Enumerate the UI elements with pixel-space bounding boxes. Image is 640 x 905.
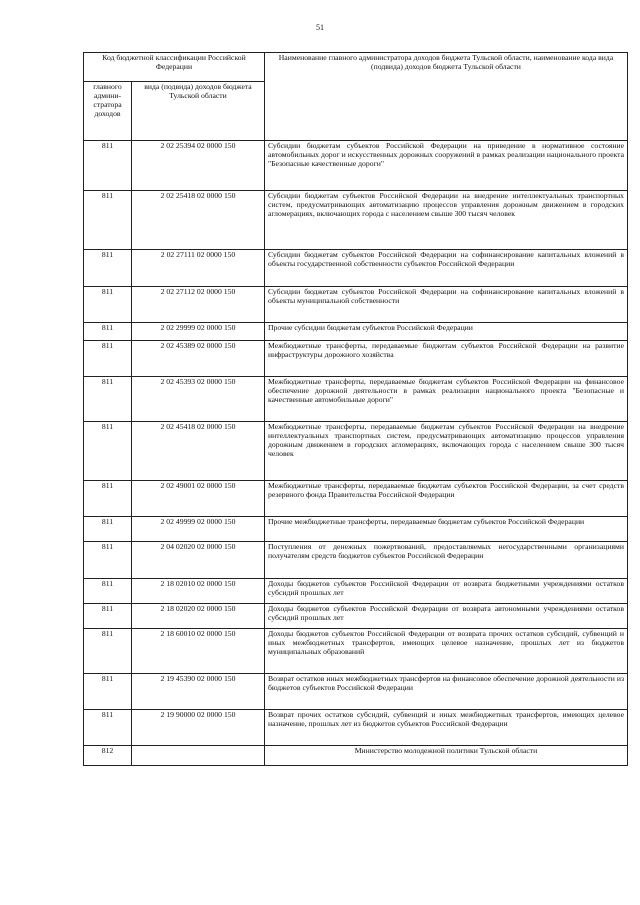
admin-code-cell: 811 bbox=[84, 323, 132, 341]
income-code-cell: 2 02 45418 02 0000 150 bbox=[132, 422, 265, 481]
admin-code-cell: 811 bbox=[84, 674, 132, 710]
table-row bbox=[84, 629, 628, 674]
income-code-cell: 2 02 45393 02 0000 150 bbox=[132, 377, 265, 422]
income-code-cell: 2 02 49001 02 0000 150 bbox=[132, 481, 265, 517]
admin-code-cell: 811 bbox=[84, 341, 132, 377]
income-name-cell: Межбюджетные трансферты, передаваемые бюджетам субъектов Российской Федерации на внедрение интеллектуальных транспортных систем, предусматривающих автоматизацию процессов управления дорожным движением в городских агломерациях, включающих города с населением свыше 300 тысяч человек bbox=[265, 422, 628, 481]
admin-code-cell: 811 bbox=[84, 250, 132, 287]
income-code-cell bbox=[132, 746, 265, 766]
header-income-column: вида (подвида) доходов бюджета Тульской области bbox=[132, 82, 265, 141]
budget-classification-table bbox=[83, 52, 628, 766]
admin-code-cell: 811 bbox=[84, 579, 132, 604]
income-name-cell: Прочие межбюджетные трансферты, передаваемые бюджетам субъектов Российской Федерации bbox=[265, 517, 628, 542]
income-name-cell: Доходы бюджетов субъектов Российской Федерации от возврата бюджетными учреждениями остатков субсидий прошлых лет bbox=[265, 579, 628, 604]
admin-code-cell: 811 bbox=[84, 542, 132, 579]
admin-code-cell: 811 bbox=[84, 377, 132, 422]
income-code-cell: 2 19 90000 02 0000 150 bbox=[132, 710, 265, 746]
table-row-ministry bbox=[84, 746, 628, 766]
table-row bbox=[84, 674, 628, 710]
income-code-cell: 2 02 25394 02 0000 150 bbox=[132, 141, 265, 191]
income-code-cell: 2 02 27111 02 0000 150 bbox=[132, 250, 265, 287]
income-code-cell: 2 04 02020 02 0000 150 bbox=[132, 542, 265, 579]
income-code-cell: 2 02 29999 02 0000 150 bbox=[132, 323, 265, 341]
table-row bbox=[84, 287, 628, 323]
income-code-cell: 2 02 27112 02 0000 150 bbox=[132, 287, 265, 323]
table-row bbox=[84, 191, 628, 250]
income-name-cell: Межбюджетные трансферты, передаваемые бюджетам субъектов Российской Федерации, за счет средств резервного фонда Правительства Российской Федерации bbox=[265, 481, 628, 517]
income-code-cell: 2 19 45390 02 0000 150 bbox=[132, 674, 265, 710]
page-number: 51 bbox=[316, 23, 324, 32]
income-name-cell: Межбюджетные трансферты, передаваемые бюджетам субъектов Российской Федерации на финансовое обеспечение дорожной деятельности в рамках реализации национального проекта "Безопасные и качественные автомобильные дороги" bbox=[265, 377, 628, 422]
admin-code-cell: 811 bbox=[84, 604, 132, 629]
table-row bbox=[84, 517, 628, 542]
admin-code-cell: 811 bbox=[84, 422, 132, 481]
income-name-cell: Субсидии бюджетам субъектов Российской Федерации на софинансирование капитальных вложений в объекты муниципальной собственности bbox=[265, 287, 628, 323]
ministry-name-cell: Министерство молодежной политики Тульской области bbox=[265, 746, 628, 766]
admin-code-cell: 811 bbox=[84, 629, 132, 674]
income-name-cell: Возврат остатков иных межбюджетных трансфертов на финансовое обеспечение дорожной деятельности из бюджетов субъектов Российской Федерации bbox=[265, 674, 628, 710]
income-code-cell: 2 18 02020 02 0000 150 bbox=[132, 604, 265, 629]
header-name-column: Наименование главного администратора доходов бюджета Тульской области, наименование кода вида (подвида) доходов бюджета Тульской области bbox=[265, 53, 628, 141]
income-name-cell: Субсидии бюджетам субъектов Российской Федерации на приведение в нормативное состояние автомобильных дорог и искусственных дорожных сооружений в рамках реализации национального проекта "Безопасные качественные дороги" bbox=[265, 141, 628, 191]
table-row bbox=[84, 542, 628, 579]
admin-code-cell: 811 bbox=[84, 191, 132, 250]
income-name-cell: Межбюджетные трансферты, передаваемые бюджетам субъектов Российской Федерации на развитие инфраструктуры дорожного хозяйства bbox=[265, 341, 628, 377]
income-code-cell: 2 18 02010 02 0000 150 bbox=[132, 579, 265, 604]
income-code-cell: 2 02 49999 02 0000 150 bbox=[132, 517, 265, 542]
admin-code-cell: 811 bbox=[84, 141, 132, 191]
table-row bbox=[84, 141, 628, 191]
table-row bbox=[84, 341, 628, 377]
header-code-group: Код бюджетной классификации Российской Федерации bbox=[84, 53, 265, 82]
table-row bbox=[84, 579, 628, 604]
income-name-cell: Поступления от денежных пожертвований, предоставляемых негосударственными организациями получателям средств бюджетов субъектов Российской Федерации bbox=[265, 542, 628, 579]
table-row bbox=[84, 323, 628, 341]
income-code-cell: 2 18 60010 02 0000 150 bbox=[132, 629, 265, 674]
table-body bbox=[84, 141, 628, 766]
table-row bbox=[84, 604, 628, 629]
table-row bbox=[84, 481, 628, 517]
header-admin-column: главного админи-стратора доходов bbox=[84, 82, 132, 141]
table-row bbox=[84, 710, 628, 746]
income-name-cell: Возврат прочих остатков субсидий, субвенций и иных межбюджетных трансфертов, имеющих целевое назначение, прошлых лет из бюджетов субъектов Российской Федерации bbox=[265, 710, 628, 746]
admin-code-cell: 811 bbox=[84, 710, 132, 746]
admin-code-cell: 811 bbox=[84, 517, 132, 542]
table-row bbox=[84, 422, 628, 481]
income-name-cell: Доходы бюджетов субъектов Российской Федерации от возврата автономными учреждениями остатков субсидий прошлых лет bbox=[265, 604, 628, 629]
admin-code-cell: 812 bbox=[84, 746, 132, 766]
table-row bbox=[84, 377, 628, 422]
admin-code-cell: 811 bbox=[84, 481, 132, 517]
admin-code-cell: 811 bbox=[84, 287, 132, 323]
income-name-cell: Прочие субсидии бюджетам субъектов Российской Федерации bbox=[265, 323, 628, 341]
table-row bbox=[84, 250, 628, 287]
income-code-cell: 2 02 25418 02 0000 150 bbox=[132, 191, 265, 250]
income-name-cell: Субсидии бюджетам субъектов Российской Федерации на внедрение интеллектуальных транспортных систем, предусматривающих автоматизацию процессов управления дорожным движением в городских агломерациях, включающих города с населением свыше 300 тысяч человек bbox=[265, 191, 628, 250]
income-name-cell: Доходы бюджетов субъектов Российской Федерации от возврата прочих остатков субсидий, субвенций и иных межбюджетных трансфертов, имеющих целевое назначение, прошлых лет из бюджетов муниципальных образований bbox=[265, 629, 628, 674]
income-code-cell: 2 02 45389 02 0000 150 bbox=[132, 341, 265, 377]
income-name-cell: Субсидии бюджетам субъектов Российской Федерации на софинансирование капитальных вложений в объекты государственной собственности субъектов Российской Федерации bbox=[265, 250, 628, 287]
